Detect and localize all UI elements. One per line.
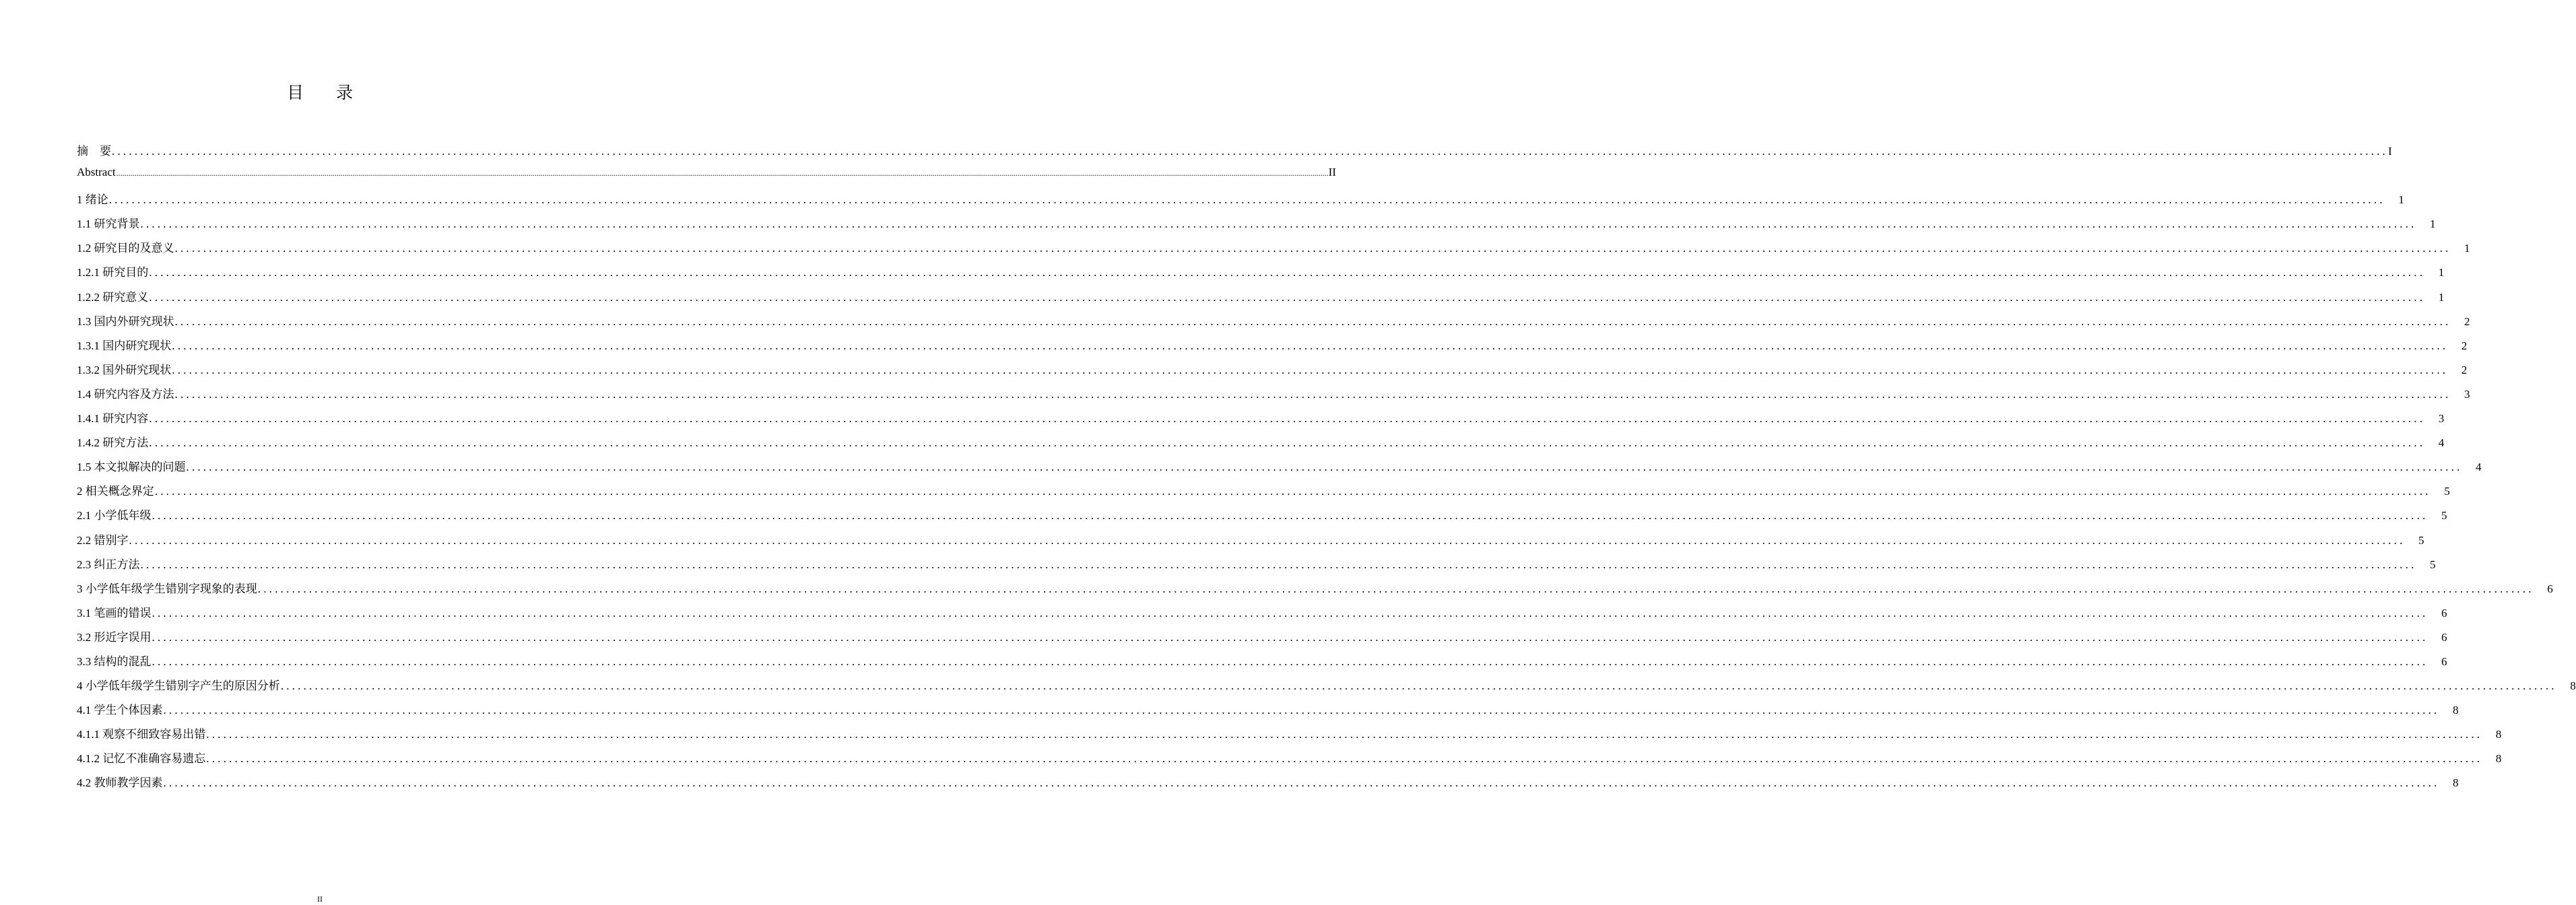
toc-dot-leader: ................................................................................................................................................................................................................................................................................................................................................................................................................ <box>152 509 2429 523</box>
toc-entry-label: 2.2 错别字 <box>77 533 129 547</box>
toc-entry[interactable] <box>77 457 2482 481</box>
toc-entry[interactable] <box>77 603 2447 628</box>
toc-dot-leader: ................................................................................................................................................................................................................................................................................................................................................................................................................ <box>149 290 2426 304</box>
toc-entry[interactable] <box>77 506 2447 530</box>
toc-entry-label: 2 相关概念界定 <box>77 485 154 498</box>
toc-entry[interactable] <box>77 336 2468 360</box>
toc-entry-label: 摘 要 <box>77 145 111 158</box>
toc-entry-label: 1.2 研究目的及意义 <box>77 242 174 255</box>
toc-entry[interactable] <box>77 312 2470 336</box>
toc-entry-page-number: 1 <box>2438 266 2445 279</box>
toc-entry-page-number: II <box>1328 166 1336 179</box>
toc-dot-leader: ................................................................................................................................................................................................................................................................................................................................................................................................................ <box>129 533 2406 547</box>
toc-entry-label: 3 小学低年级学生错别字现象的表现 <box>77 582 257 595</box>
toc-entry-page-number: 2 <box>2461 363 2468 376</box>
toc-entry[interactable] <box>77 433 2445 457</box>
toc-entry-page-number: 8 <box>2495 728 2502 741</box>
toc-dot-leader: ................................................................................................................................................................................................................................................................................................................................................................................................................ <box>108 193 2385 207</box>
toc-entry-label: 1.4.1 研究内容 <box>77 412 149 426</box>
toc-entry-label: 1.3.2 国外研究现状 <box>77 363 172 376</box>
toc-entry-page-number: 8 <box>2570 679 2576 693</box>
toc-entry-label: 1.2.2 研究意义 <box>77 290 149 304</box>
toc-entry-label: 3.3 结构的混乱 <box>77 655 152 668</box>
toc-dot-leader: ................................................................................................................................................................................................................................................................................................................................................................................................................ <box>152 606 2429 619</box>
toc-entry[interactable] <box>77 773 2459 797</box>
toc-entry[interactable] <box>77 749 2502 773</box>
table-of-contents <box>77 141 2576 798</box>
toc-entry-label: 1 绪论 <box>77 193 108 207</box>
toc-entry-label: 1.1 研究背景 <box>77 217 140 231</box>
toc-entry-page-number: 8 <box>2453 776 2459 790</box>
toc-dot-leader: ................................................................................................................................................................................................................................................................................................................................................................................................................ <box>257 582 2534 595</box>
toc-dot-leader: ................................................................................................................................................................................................................................................................................................................................................................................................................ <box>154 485 2431 498</box>
toc-entry-page-number: 2 <box>2461 339 2468 352</box>
toc-dot-leader: ................................................................................................................................................................................................................................................................................................................................................................................................................ <box>174 387 2451 401</box>
toc-entry-label: 1.4.2 研究方法 <box>77 436 149 450</box>
toc-entry-label: 4.2 教师教学因素 <box>77 776 163 790</box>
toc-entry[interactable] <box>77 531 2424 555</box>
toc-entry-label: 4 小学低年级学生错别字产生的原因分析 <box>77 679 280 693</box>
toc-entry[interactable] <box>77 384 2470 409</box>
toc-entry-page-number: 3 <box>2438 412 2445 426</box>
toc-dot-leader: ................................................................................................................................................................................................................................................................................................................................................................................................................ <box>280 679 2557 693</box>
toc-entry[interactable] <box>77 238 2470 263</box>
toc-entry[interactable] <box>77 481 2450 506</box>
toc-dot-leader: ................................................................................................................................................................................................................................................................................................................................................................................................................ <box>163 776 2440 790</box>
toc-dot-leader: ................................................................................................................................................................................................................................................................................................................................................................................................................ <box>149 412 2426 426</box>
toc-entry-label: 3.1 笔画的错误 <box>77 606 152 619</box>
toc-entry[interactable] <box>77 190 2404 214</box>
toc-dot-leader: ................................................................................................................................................................................................................................................................................................................................................................................................................ <box>174 242 2451 255</box>
toc-entry-page-number: 5 <box>2418 533 2424 547</box>
toc-entry-page-number: 5 <box>2430 558 2436 571</box>
toc-entry-label: 4.1.2 记忆不准确容易遗忘 <box>77 752 206 766</box>
toc-dot-leader: ................................................................................................................................................................................................................................................................................................................................................................................................................ <box>112 145 2388 158</box>
toc-entry[interactable] <box>77 579 2553 603</box>
toc-entry[interactable] <box>77 141 2392 166</box>
toc-dot-leader: ................................................................................................................................................................................................................................................................................................................................................................................................................ <box>152 630 2429 644</box>
toc-entry-label: 4.1 学生个体因素 <box>77 704 163 717</box>
toc-dot-leader: ................................................................................................................................................................................................................................................................................................................................................................................................................ <box>140 558 2417 571</box>
toc-dot-leader: ........................................................................................................................................................................................................................................................................................................................................................................................................................................................................................................................................................................................................................ <box>116 168 1329 178</box>
toc-dot-leader: ................................................................................................................................................................................................................................................................................................................................................................................................................ <box>174 314 2451 328</box>
toc-entry-page-number: 1 <box>2438 290 2445 304</box>
toc-entry[interactable] <box>77 676 2576 700</box>
toc-dot-leader: ................................................................................................................................................................................................................................................................................................................................................................................................................ <box>152 655 2429 668</box>
toc-entry-label: 1.4 研究内容及方法 <box>77 387 174 401</box>
toc-entry-page-number: 1 <box>2398 193 2404 207</box>
toc-entry-page-number: 6 <box>2547 582 2553 595</box>
toc-entry-page-number: 6 <box>2441 630 2447 644</box>
toc-entry[interactable] <box>77 166 1336 190</box>
toc-entry[interactable] <box>77 360 2468 384</box>
toc-entry-page-number: 1 <box>2464 242 2470 255</box>
toc-entry-page-number: 1 <box>2430 217 2436 231</box>
toc-entry-page-number: 3 <box>2464 387 2470 401</box>
toc-entry-page-number: 8 <box>2495 752 2502 766</box>
toc-entry-label: 4.1.1 观察不细致容易出错 <box>77 728 206 741</box>
toc-entry[interactable] <box>77 652 2447 676</box>
toc-entry-page-number: 6 <box>2441 606 2447 619</box>
toc-entry-label: 1.5 本文拟解决的问题 <box>77 461 186 474</box>
toc-dot-leader: ................................................................................................................................................................................................................................................................................................................................................................................................................ <box>186 461 2463 474</box>
toc-entry[interactable] <box>77 214 2436 238</box>
toc-entry[interactable] <box>77 628 2447 652</box>
toc-dot-leader: ................................................................................................................................................................................................................................................................................................................................................................................................................ <box>149 436 2426 450</box>
toc-dot-leader: ................................................................................................................................................................................................................................................................................................................................................................................................................ <box>140 217 2417 231</box>
toc-entry-page-number: 2 <box>2464 314 2470 328</box>
footer-page-number: II <box>317 894 323 904</box>
toc-entry-page-number: 8 <box>2453 704 2459 717</box>
toc-dot-leader: ................................................................................................................................................................................................................................................................................................................................................................................................................ <box>206 728 2483 741</box>
toc-dot-leader: ................................................................................................................................................................................................................................................................................................................................................................................................................ <box>149 266 2426 279</box>
toc-dot-leader: ................................................................................................................................................................................................................................................................................................................................................................................................................ <box>172 339 2449 352</box>
toc-entry[interactable] <box>77 288 2445 312</box>
toc-entry-page-number: 5 <box>2441 509 2447 523</box>
toc-dot-leader: ................................................................................................................................................................................................................................................................................................................................................................................................................ <box>172 363 2449 376</box>
toc-entry-page-number: 4 <box>2438 436 2445 450</box>
toc-entry[interactable] <box>77 700 2459 725</box>
toc-entry-label: 2.1 小学低年级 <box>77 509 152 523</box>
page-title: 目 录 <box>287 83 366 102</box>
toc-entry-label: 1.2.1 研究目的 <box>77 266 149 279</box>
toc-entry[interactable] <box>77 725 2502 749</box>
toc-entry[interactable] <box>77 555 2436 579</box>
toc-entry-page-number: I <box>2388 145 2392 158</box>
toc-dot-leader: ................................................................................................................................................................................................................................................................................................................................................................................................................ <box>206 752 2483 766</box>
toc-entry-label: 1.3.1 国内研究现状 <box>77 339 172 352</box>
toc-entry-label: 3.2 形近字误用 <box>77 630 152 644</box>
toc-entry-page-number: 6 <box>2441 655 2447 668</box>
toc-entry[interactable] <box>77 263 2445 287</box>
toc-entry-label: 2.3 纠正方法 <box>77 558 140 571</box>
toc-entry-page-number: 5 <box>2444 485 2450 498</box>
toc-entry-page-number: 4 <box>2476 461 2482 474</box>
toc-entry[interactable] <box>77 409 2445 433</box>
toc-entry-label: Abstract <box>77 166 116 179</box>
toc-entry-label: 1.3 国内外研究现状 <box>77 314 174 328</box>
toc-dot-leader: ................................................................................................................................................................................................................................................................................................................................................................................................................ <box>163 704 2440 717</box>
